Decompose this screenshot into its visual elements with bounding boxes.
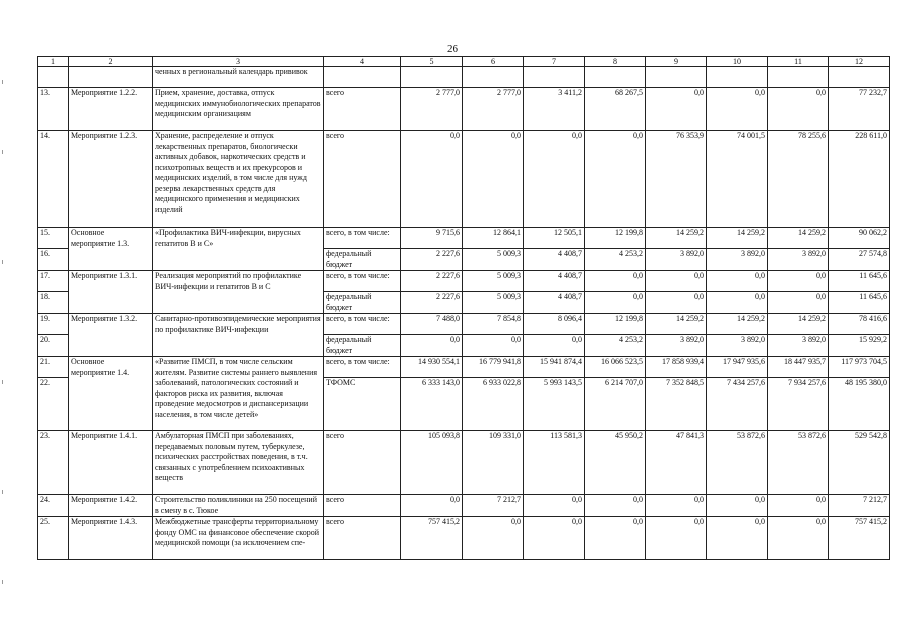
cell-description: Прием, хранение, доставка, отпуск медицинских иммунобиологических препаратов медицинским организациям (153, 88, 324, 131)
cell-funding-source: всего, в том числе: (324, 228, 401, 249)
cell-funding-source: всего (324, 517, 401, 560)
cell-value: 2 227,6 (401, 249, 463, 271)
cell-value: 228 611,0 (829, 131, 890, 228)
cell-value: 53 872,6 (768, 431, 829, 495)
header-row (38, 57, 890, 67)
cell-value: 14 259,2 (646, 314, 707, 335)
cell-value: 90 062,2 (829, 228, 890, 249)
cell-row-number: 15. (38, 228, 69, 249)
cell-value: 3 892,0 (707, 249, 768, 271)
cell-value: 4 408,7 (524, 249, 585, 271)
cell-value: 117 973 704,5 (829, 357, 890, 378)
cell-value: 0,0 (524, 335, 585, 357)
table-row (38, 517, 890, 560)
cell-value: 8 096,4 (524, 314, 585, 335)
cell-value: 18 447 935,7 (768, 357, 829, 378)
cell-funding-source: всего, в том числе: (324, 314, 401, 335)
cell-value: 0,0 (646, 517, 707, 560)
cell-measure-name: Мероприятие 1.2.2. (69, 88, 153, 131)
col-header: 12 (829, 57, 890, 67)
table-row (38, 357, 890, 378)
cell-value: 0,0 (585, 495, 646, 517)
cell-value: 0,0 (768, 88, 829, 131)
table-row (38, 131, 890, 228)
cell-funding-source: всего (324, 431, 401, 495)
cell-value: 76 353,9 (646, 131, 707, 228)
cell-value: 0,0 (463, 335, 524, 357)
cell-value: 78 255,6 (768, 131, 829, 228)
cell-description: Межбюджетные трансферты территориальному фонду ОМС на финансовое обеспечение скорой медицинской помощи (за исключением спе- (153, 517, 324, 560)
cell-value: 15 929,2 (829, 335, 890, 357)
col-header: 9 (646, 57, 707, 67)
col-header: 7 (524, 57, 585, 67)
table-row (38, 271, 890, 292)
col-header: 2 (69, 57, 153, 67)
cell-value: 0,0 (585, 271, 646, 292)
cell-row-number: 13. (38, 88, 69, 131)
cell-measure-name: Мероприятие 1.4.2. (69, 495, 153, 517)
cell-funding-source: всего, в том числе: (324, 271, 401, 292)
cell-measure-name: Мероприятие 1.2.3. (69, 131, 153, 228)
cell-value: 3 892,0 (707, 335, 768, 357)
cell-row-number: 20. (38, 335, 69, 357)
cell-description: Амбулаторная ПМСП при заболеваниях, передаваемых половым путем, туберкулезе, психических расстройствах поведения, в т.ч. связанных с употреблением психоактивных веществ (153, 431, 324, 495)
cell-measure-name: Мероприятие 1.3.2. (69, 314, 153, 357)
cell-value: 0,0 (707, 495, 768, 517)
col-header: 10 (707, 57, 768, 67)
cell-value: 3 892,0 (646, 249, 707, 271)
cell-value: 757 415,2 (829, 517, 890, 560)
cell-description: «Профилактика ВИЧ-инфекции, вирусных гепатитов В и С» (153, 228, 324, 271)
cell-description: Строительство поликлиники на 250 посещений в смену в с. Тюкое (153, 495, 324, 517)
cell-description: Реализация мероприятий по профилактике ВИЧ-инфекции и гепатитов В и С (153, 271, 324, 314)
cell-funding-source: всего (324, 131, 401, 228)
cell-value: 74 001,5 (707, 131, 768, 228)
cell-row-number: 19. (38, 314, 69, 335)
cell-value: 14 930 554,1 (401, 357, 463, 378)
cell-value: 5 009,3 (463, 292, 524, 314)
cell-value: 0,0 (768, 292, 829, 314)
cell-value: 2 227,6 (401, 292, 463, 314)
cell-value: 53 872,6 (707, 431, 768, 495)
table-row (38, 314, 890, 335)
cell-value: 0,0 (401, 495, 463, 517)
cell-value: 7 212,7 (829, 495, 890, 517)
cell-value: 17 947 935,6 (707, 357, 768, 378)
cell-value: 2 777,0 (463, 88, 524, 131)
col-header: 5 (401, 57, 463, 67)
col-header: 11 (768, 57, 829, 67)
col-header: 8 (585, 57, 646, 67)
cell-value: 6 333 143,0 (401, 378, 463, 431)
col-header: 1 (38, 57, 69, 67)
cell-value: 9 715,6 (401, 228, 463, 249)
cell-value: 12 505,1 (524, 228, 585, 249)
cell-funding-source: федеральный бюджет (324, 292, 401, 314)
cell-funding-source: федеральный бюджет (324, 249, 401, 271)
cell-value: 0,0 (463, 517, 524, 560)
cell-funding-source: всего (324, 495, 401, 517)
col-header: 3 (153, 57, 324, 67)
cell-description: ченных в региональный календарь прививок (153, 67, 324, 88)
cell-value: 14 259,2 (707, 228, 768, 249)
cell-value: 0,0 (707, 292, 768, 314)
cell-measure-name: Основное мероприятие 1.4. (69, 357, 153, 431)
cell-funding-source: всего, в том числе: (324, 357, 401, 378)
page-number: 26 (447, 43, 458, 55)
table-row (38, 228, 890, 249)
table-row (38, 495, 890, 517)
cell-value: 0,0 (401, 335, 463, 357)
cell-value: 0,0 (524, 495, 585, 517)
cell-value: 78 416,6 (829, 314, 890, 335)
cell-value: 0,0 (768, 271, 829, 292)
cell-value: 109 331,0 (463, 431, 524, 495)
cell-value: 0,0 (585, 292, 646, 314)
cell-value: 4 253,2 (585, 249, 646, 271)
cell-value: 4 408,7 (524, 292, 585, 314)
cell-value: 0,0 (524, 131, 585, 228)
cell-measure-name: Мероприятие 1.3.1. (69, 271, 153, 314)
cell-value: 6 214 707,0 (585, 378, 646, 431)
cell-value: 0,0 (707, 88, 768, 131)
table-row (38, 88, 890, 131)
cell-value: 0,0 (768, 495, 829, 517)
cell-value: 68 267,5 (585, 88, 646, 131)
cell-value: 5 993 143,5 (524, 378, 585, 431)
cell-value: 0,0 (646, 495, 707, 517)
cell-value: 47 841,3 (646, 431, 707, 495)
cell-value: 7 352 848,5 (646, 378, 707, 431)
cell-value: 0,0 (646, 292, 707, 314)
cell-value: 0,0 (646, 88, 707, 131)
cell-value: 3 892,0 (646, 335, 707, 357)
cell-funding-source: всего (324, 88, 401, 131)
cell-value: 3 892,0 (768, 335, 829, 357)
cell-value: 7 854,8 (463, 314, 524, 335)
cell-value: 0,0 (524, 517, 585, 560)
cell-value: 2 227,6 (401, 271, 463, 292)
table-row (38, 67, 890, 88)
cell-value: 12 199,8 (585, 314, 646, 335)
cell-value: 7 212,7 (463, 495, 524, 517)
cell-value: 12 864,1 (463, 228, 524, 249)
cell-value: 4 253,2 (585, 335, 646, 357)
cell-row-number: 22. (38, 378, 69, 431)
cell-row-number: 18. (38, 292, 69, 314)
cell-value: 17 858 939,4 (646, 357, 707, 378)
cell-value: 7 488,0 (401, 314, 463, 335)
cell-value: 6 933 022,8 (463, 378, 524, 431)
cell-value: 757 415,2 (401, 517, 463, 560)
cell-value: 27 574,8 (829, 249, 890, 271)
cell-value: 11 645,6 (829, 271, 890, 292)
cell-row-number: 21. (38, 357, 69, 378)
margin-marks (2, 60, 8, 620)
cell-value: 5 009,3 (463, 249, 524, 271)
col-header: 4 (324, 57, 401, 67)
budget-table (37, 56, 890, 560)
cell-value: 45 950,2 (585, 431, 646, 495)
cell-row-number: 17. (38, 271, 69, 292)
cell-value: 16 779 941,8 (463, 357, 524, 378)
cell-value: 7 434 257,6 (707, 378, 768, 431)
cell-description: Санитарно-противоэпидемические мероприятия по профилактике ВИЧ-инфекции (153, 314, 324, 357)
cell-value: 0,0 (585, 517, 646, 560)
col-header: 6 (463, 57, 524, 67)
cell-value: 105 093,8 (401, 431, 463, 495)
cell-value: 0,0 (401, 131, 463, 228)
cell-value: 113 581,3 (524, 431, 585, 495)
cell-value: 14 259,2 (768, 228, 829, 249)
cell-value: 0,0 (463, 131, 524, 228)
cell-value: 0,0 (707, 517, 768, 560)
cell-value: 3 892,0 (768, 249, 829, 271)
cell-description: «Развитие ПМСП, в том числе сельским жителям. Развитие системы раннего выявления заболеваний, патологических состояний и факторов риска их развития, включая проведение медосмотров и диспансеризации населения, в том числе детей» (153, 357, 324, 431)
cell-value: 0,0 (585, 131, 646, 228)
cell-value: 14 259,2 (646, 228, 707, 249)
cell-value: 5 009,3 (463, 271, 524, 292)
table-row (38, 431, 890, 495)
cell-value: 14 259,2 (707, 314, 768, 335)
cell-value: 3 411,2 (524, 88, 585, 131)
cell-value: 0,0 (768, 517, 829, 560)
cell-row-number: 25. (38, 517, 69, 560)
cell-measure-name: Мероприятие 1.4.1. (69, 431, 153, 495)
cell-measure-name: Основное мероприятие 1.3. (69, 228, 153, 271)
cell-value: 77 232,7 (829, 88, 890, 131)
cell-row-number: 23. (38, 431, 69, 495)
cell-value: 11 645,6 (829, 292, 890, 314)
cell-value: 0,0 (707, 271, 768, 292)
cell-row-number: 14. (38, 131, 69, 228)
cell-value: 2 777,0 (401, 88, 463, 131)
cell-value: 12 199,8 (585, 228, 646, 249)
cell-row-number: 16. (38, 249, 69, 271)
cell-value: 7 934 257,6 (768, 378, 829, 431)
cell-funding-source: федеральный бюджет (324, 335, 401, 357)
cell-row-number: 24. (38, 495, 69, 517)
cell-value: 4 408,7 (524, 271, 585, 292)
cell-value: 0,0 (646, 271, 707, 292)
cell-description: Хранение, распределение и отпуск лекарственных препаратов, биологически активных добавок, наркотических средств и психотропных веществ и их прекурсоров и медицинских изделий, в том числе для нужд резерва лекарственных средств для медицинского применения и медицинских изделий (153, 131, 324, 228)
cell-funding-source: ТФОМС (324, 378, 401, 431)
cell-value: 48 195 380,0 (829, 378, 890, 431)
cell-measure-name: Мероприятие 1.4.3. (69, 517, 153, 560)
cell-value: 529 542,8 (829, 431, 890, 495)
cell-value: 15 941 874,4 (524, 357, 585, 378)
cell-value: 14 259,2 (768, 314, 829, 335)
cell-value: 16 066 523,5 (585, 357, 646, 378)
